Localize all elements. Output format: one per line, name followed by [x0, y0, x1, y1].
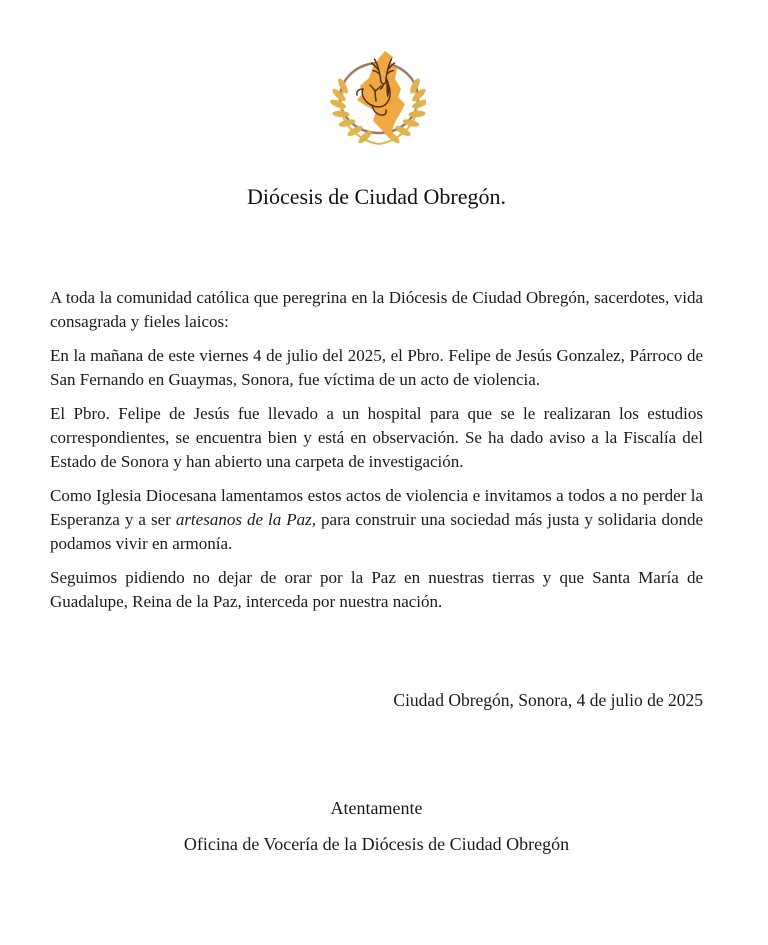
paragraph-incident: En la mañana de este viernes 4 de julio del 2025, el Pbro. Felipe de Jesús Gonzalez, Párroco de San Fernando en Guaymas, Sonora, fue víctima de un acto de violencia.	[50, 346, 703, 390]
paragraph-invitation	[50, 484, 703, 556]
signature-office: Oficina de Vocería de la Diócesis de Ciudad Obregón	[183, 834, 570, 855]
paragraph-invitation-suffix: para construir una sociedad más justa y solidaria donde podamos vivir en armonía.	[50, 510, 703, 554]
paragraph-salutation: A toda la comunidad católica que peregrina en la Diócesis de Ciudad Obregón, sacerdotes, vida consagrada y fieles laicos:	[50, 288, 703, 332]
paragraph-condition: El Pbro. Felipe de Jesús fue llevado a un hospital para que se le realizaran los estudios correspondientes, se encuentra bien y está en observación. Se ha dado aviso a la Fiscalía del Estado de Sonora y han abierto una carpeta de investigación.	[50, 404, 703, 472]
paragraph-invitation-prefix: Como Iglesia Diocesana lamentamos estos actos de violencia e invitamos a todos a no perder la Esperanza y a ser	[50, 486, 703, 530]
letter-body	[50, 286, 703, 614]
page-title: Diócesis de Ciudad Obregón.	[246, 184, 507, 209]
closing-salutation: Atentamente	[330, 798, 423, 819]
paragraph-invitation-italic: artesanos de la Paz,	[175, 510, 317, 530]
paragraph-prayer: Seguimos pidiendo no dejar de orar por la Paz en nuestras tierras y que Santa María de Guadalupe, Reina de la Paz, interceda por nuestra nación.	[50, 568, 703, 612]
diocese-emblem-logo	[50, 48, 703, 148]
diocese-emblem-icon	[328, 48, 426, 146]
dateline: Ciudad Obregón, Sonora, 4 de julio de 2025	[393, 690, 703, 711]
